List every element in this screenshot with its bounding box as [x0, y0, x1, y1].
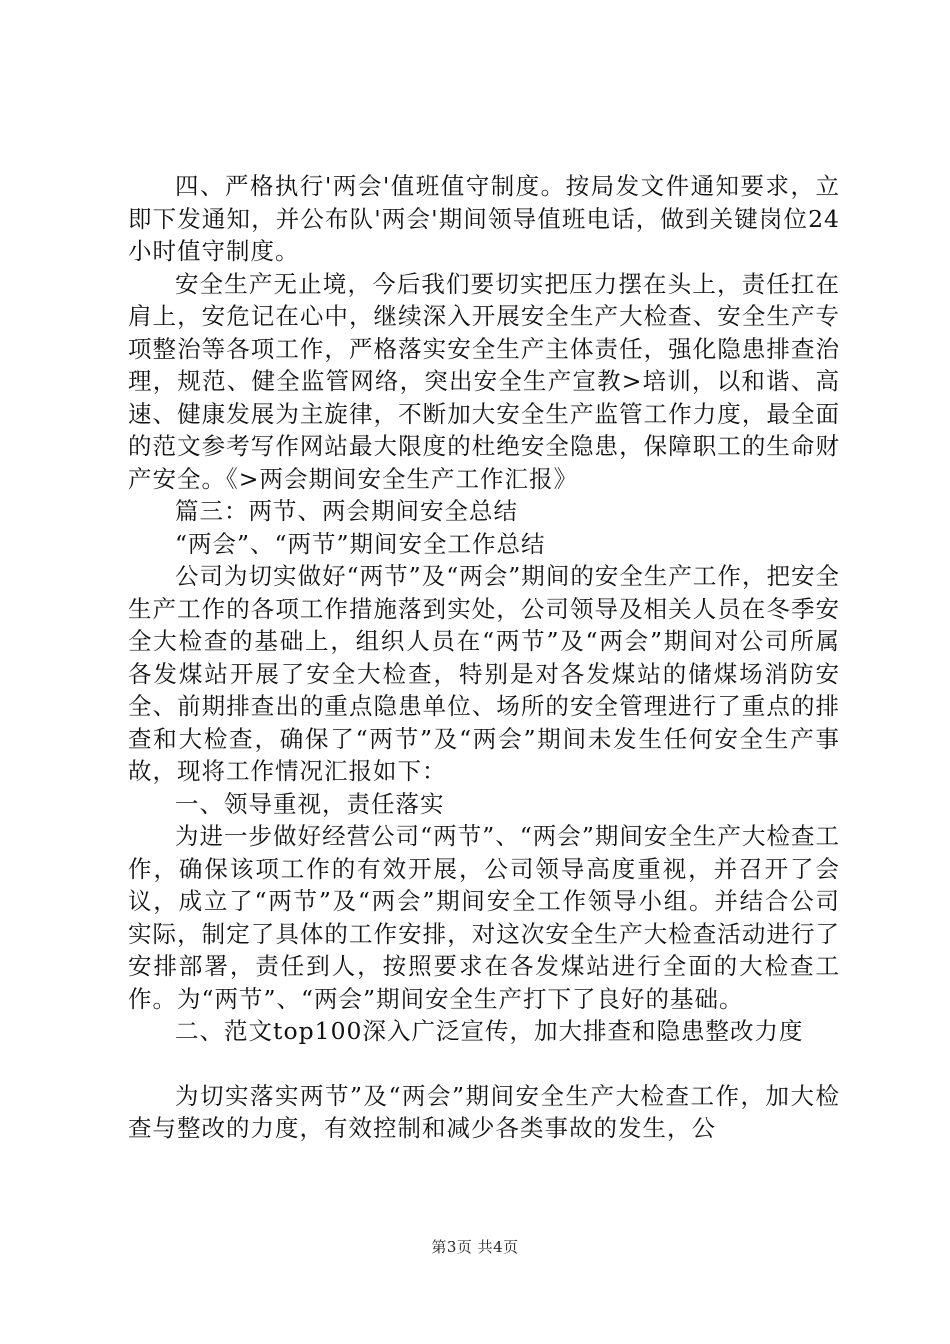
- paragraph-company-intro: 公司为切实做好“两节”及“两会”期间的安全生产工作，把安全生产工作的各项工作措施落到实处，公司领导及相关人员在冬季安全大检查的基础上，组织人员在“两节”及“两会”期间对公司所属各发煤站开展了安全大检查，特别是对各发煤站的储煤场消防安全、前期排查出的重点隐患单位、场所的安全管理进行了重点的排查和大检查，确保了“两节”及“两会”期间未发生任何安全生产事故，现将工作情况汇报如下：: [128, 562, 840, 785]
- paragraph-safety-conclusion: 安全生产无止境，今后我们要切实把压力摆在头上，责任扛在肩上，安危记在心中，继续深入开展安全生产大检查、安全生产专项整治等各项工作，严格落实安全生产主体责任，强化隐患排查治理，规范、健全监管网络，突出安全生产宣教>培训，以和谐、高速、健康发展为主旋律，不断加大安全生产监管工作力度，最全面的范文参考写作网站最大限度的杜绝安全隐患，保障职工的生命财产安全。《>两会期间安全生产工作汇报》: [128, 269, 840, 493]
- section-title-summary: “两会”、“两节”期间安全工作总结: [175, 529, 546, 558]
- subheading-publicity: 二、范文top100深入广泛宣传，加大排查和隐患整改力度: [175, 1017, 804, 1045]
- page-number-footer: 第3页 共4页: [431, 1238, 519, 1256]
- section-heading-part-three: 篇三：两节、两会期间安全总结: [175, 497, 518, 525]
- subheading-leadership: 一、领导重视，责任落实: [175, 789, 445, 818]
- document-body: [128, 170, 840, 1145]
- paragraph-inspection-detail: 为切实落实两节”及“两会”期间安全生产大检查工作，加大检查与整改的力度，有效控制和减少各类事故的发生，公: [128, 1081, 840, 1142]
- paragraph-duty-system: 四、严格执行'两会'值班值守制度。按局发文件通知要求，立即下发通知，并公布队'两会'期间领导值班电话，做到关键岗位24小时值守制度。: [128, 172, 840, 265]
- paragraph-leadership-detail: 为进一步做好经营公司“两节”、“两会”期间安全生产大检查工作，确保该项工作的有效开展，公司领导高度重视，并召开了会议，成立了“两节”及“两会”期间安全工作领导小组。并结合公司实际，制定了具体的工作安排，对这次安全生产大检查活动进行了安排部署，责任到人，按照要求在各发煤站进行全面的大检查工作。为“两节”、“两会”期间安全生产打下了良好的基础。: [128, 822, 840, 1013]
